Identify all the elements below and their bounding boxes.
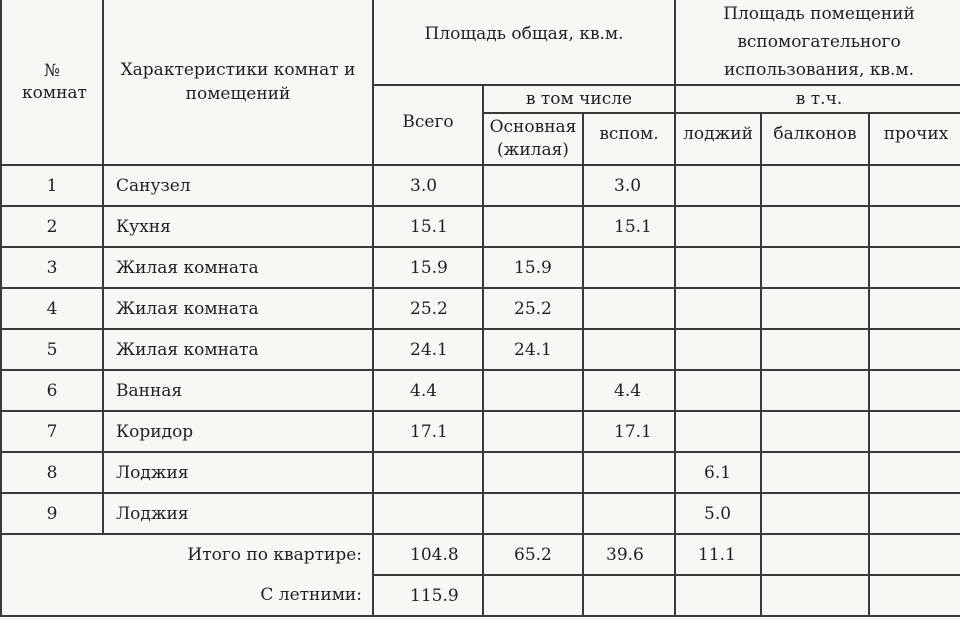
header-total-area: Площадь общая, кв.м. xyxy=(373,0,675,85)
summer-loggia xyxy=(675,575,761,616)
room-balcony-area xyxy=(761,411,869,452)
room-total-area: 24.1 xyxy=(373,329,483,370)
room-loggia-area xyxy=(675,329,761,370)
room-loggia-area xyxy=(675,206,761,247)
totals-other xyxy=(869,534,960,575)
room-balcony-area xyxy=(761,165,869,206)
header-including: в том числе xyxy=(483,85,675,113)
room-other-area xyxy=(869,288,960,329)
header-loggias: лоджий xyxy=(675,113,761,165)
room-aux-area xyxy=(583,452,675,493)
room-name: Жилая комната xyxy=(103,247,373,288)
room-total-area xyxy=(373,493,483,534)
summer-aux xyxy=(583,575,675,616)
room-name: Санузел xyxy=(103,165,373,206)
room-total-area: 17.1 xyxy=(373,411,483,452)
room-other-area xyxy=(869,165,960,206)
room-aux-area: 4.4 xyxy=(583,370,675,411)
summer-row xyxy=(1,575,960,616)
room-main-area: 24.1 xyxy=(483,329,583,370)
room-other-area xyxy=(869,411,960,452)
room-balcony-area xyxy=(761,206,869,247)
room-main-area xyxy=(483,370,583,411)
room-name: Лоджия xyxy=(103,493,373,534)
room-balcony-area xyxy=(761,452,869,493)
room-main-area xyxy=(483,165,583,206)
totals-row xyxy=(1,534,960,575)
room-other-area xyxy=(869,329,960,370)
room-name: Жилая комната xyxy=(103,329,373,370)
table-row xyxy=(1,493,960,534)
room-name: Жилая комната xyxy=(103,288,373,329)
header-room-no: № комнат xyxy=(1,0,103,165)
room-other-area xyxy=(869,370,960,411)
summer-main xyxy=(483,575,583,616)
room-number: 7 xyxy=(1,411,103,452)
room-number: 3 xyxy=(1,247,103,288)
room-aux-area xyxy=(583,329,675,370)
room-other-area xyxy=(869,206,960,247)
room-number: 9 xyxy=(1,493,103,534)
room-loggia-area: 5.0 xyxy=(675,493,761,534)
totals-total: 104.8 xyxy=(373,534,483,575)
room-name: Ванная xyxy=(103,370,373,411)
room-number: 4 xyxy=(1,288,103,329)
room-balcony-area xyxy=(761,329,869,370)
room-other-area xyxy=(869,493,960,534)
totals-main: 65.2 xyxy=(483,534,583,575)
room-main-area xyxy=(483,206,583,247)
room-total-area: 25.2 xyxy=(373,288,483,329)
table-row xyxy=(1,247,960,288)
header-other: прочих xyxy=(869,113,960,165)
room-main-area: 15.9 xyxy=(483,247,583,288)
room-aux-area: 3.0 xyxy=(583,165,675,206)
table-row xyxy=(1,452,960,493)
room-total-area: 3.0 xyxy=(373,165,483,206)
room-aux-area: 17.1 xyxy=(583,411,675,452)
header-including-short: в т.ч. xyxy=(675,85,960,113)
room-aux-area: 15.1 xyxy=(583,206,675,247)
room-total-area: 4.4 xyxy=(373,370,483,411)
room-name: Лоджия xyxy=(103,452,373,493)
room-number: 1 xyxy=(1,165,103,206)
table-row xyxy=(1,288,960,329)
summer-total: 115.9 xyxy=(373,575,483,616)
totals-label: Итого по квартире: xyxy=(1,534,373,575)
room-loggia-area xyxy=(675,370,761,411)
room-loggia-area: 6.1 xyxy=(675,452,761,493)
table-row xyxy=(1,329,960,370)
totals-balcony xyxy=(761,534,869,575)
room-balcony-area xyxy=(761,247,869,288)
summer-other xyxy=(869,575,960,616)
room-loggia-area xyxy=(675,247,761,288)
room-balcony-area xyxy=(761,288,869,329)
table-row xyxy=(1,206,960,247)
totals-aux: 39.6 xyxy=(583,534,675,575)
summer-balcony xyxy=(761,575,869,616)
room-name: Коридор xyxy=(103,411,373,452)
header-aux-area: Площадь помещений вспомогательного использования, кв.м. xyxy=(675,0,960,85)
room-other-area xyxy=(869,452,960,493)
room-total-area xyxy=(373,452,483,493)
header-aux: вспом. xyxy=(583,113,675,165)
room-number: 6 xyxy=(1,370,103,411)
room-aux-area xyxy=(583,493,675,534)
table-row xyxy=(1,370,960,411)
header-characteristics: Характеристики комнат и помещений xyxy=(103,0,373,165)
room-total-area: 15.1 xyxy=(373,206,483,247)
room-main-area xyxy=(483,493,583,534)
room-aux-area xyxy=(583,288,675,329)
room-main-area xyxy=(483,452,583,493)
room-aux-area xyxy=(583,247,675,288)
header-balconies: балконов xyxy=(761,113,869,165)
room-other-area xyxy=(869,247,960,288)
table-row xyxy=(1,411,960,452)
room-number: 5 xyxy=(1,329,103,370)
room-total-area: 15.9 xyxy=(373,247,483,288)
room-loggia-area xyxy=(675,288,761,329)
room-name: Кухня xyxy=(103,206,373,247)
room-balcony-area xyxy=(761,370,869,411)
room-loggia-area xyxy=(675,165,761,206)
header-main-living: Основная (жилая) xyxy=(483,113,583,165)
header-total: Всего xyxy=(373,85,483,165)
room-number: 2 xyxy=(1,206,103,247)
room-main-area xyxy=(483,411,583,452)
summer-label: С летними: xyxy=(1,575,373,616)
room-number: 8 xyxy=(1,452,103,493)
table-row xyxy=(1,165,960,206)
room-loggia-area xyxy=(675,411,761,452)
totals-loggia: 11.1 xyxy=(675,534,761,575)
room-balcony-area xyxy=(761,493,869,534)
room-main-area: 25.2 xyxy=(483,288,583,329)
